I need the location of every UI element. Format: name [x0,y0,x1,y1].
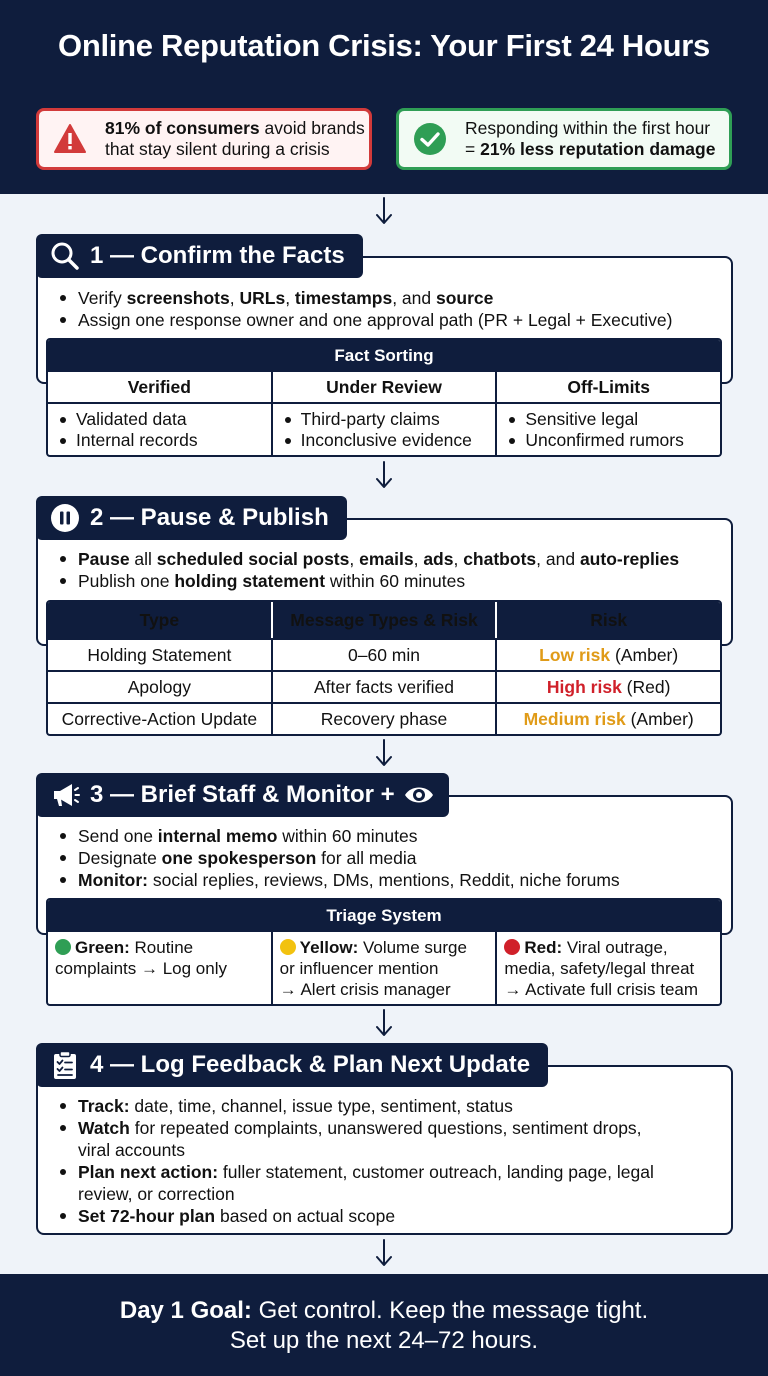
triage-green: Green: Routine complaints → Log only [55,938,227,978]
table-title: Fact Sorting [48,340,720,372]
table-row: Corrective-Action Update Recovery phase Medium risk (Amber) [48,702,720,734]
list-item: Track: date, time, channel, issue type, sentiment, status [58,1095,654,1117]
table-title: Triage System [48,900,720,932]
down-arrow-icon [374,738,394,768]
table-cell: Validated data Internal records [48,404,271,455]
step-4-title: 4 — Log Feedback & Plan Next Update [36,1043,548,1087]
green-dot-icon [55,939,71,955]
stat-callout-silence [36,108,372,170]
step-2-title: 2 — Pause & Publish [36,496,347,540]
table-row: Apology After facts verified High risk (Red) [48,670,720,702]
message-types-table [46,600,722,736]
column-header: Under Review [271,372,496,402]
step-1-bullets [58,287,672,331]
list-item: Watch for repeated complaints, unanswered questions, sentiment drops, viral accounts [58,1117,654,1161]
triage-system-table [46,898,722,1006]
column-header: Type [139,610,180,630]
eye-icon [403,783,435,807]
triage-red: Red: Viral outrage, media, safety/legal threat → Activate full crisis team [495,932,720,1004]
step-2-bullets [58,548,679,592]
column-header: Verified [127,377,191,397]
table-cell: Third-party claims Inconclusive evidence [271,404,496,455]
down-arrow-icon [374,196,394,226]
red-dot-icon [504,939,520,955]
column-header: Message Types & Risk [271,602,496,638]
list-item: Plan next action: fuller statement, customer outreach, landing page, legal review, or correction [58,1161,654,1205]
fact-sorting-table [46,338,722,457]
list-item: Set 72-hour plan based on actual scope [58,1205,654,1227]
page-title: Online Reputation Crisis: Your First 24 Hours [58,28,710,63]
stat-text: 81% of consumers avoid brands that stay silent during a crisis [105,118,365,159]
pause-icon [50,503,80,533]
table-row: Holding Statement 0–60 min Low risk (Amber) [48,638,720,670]
list-item: Send one internal memo within 60 minutes [58,825,620,847]
list-item: Assign one response owner and one approval path (PR + Legal + Executive) [58,309,672,331]
down-arrow-icon [374,1008,394,1038]
column-header: Risk [495,602,720,638]
list-item: Pause all scheduled social posts, emails, ads, chatbots, and auto-replies [58,548,679,570]
magnifier-icon [50,241,80,271]
footer-goal: Day 1 Goal: Get control. Keep the message tight. Set up the next 24–72 hours. [0,1274,768,1376]
check-circle-icon [413,122,447,156]
down-arrow-icon [374,1238,394,1268]
column-header: Off-Limits [495,372,720,402]
down-arrow-icon [374,460,394,490]
step-3-title: 3 — Brief Staff & Monitor + [36,773,449,817]
step-3-bullets [58,825,620,891]
clipboard-checklist-icon [50,1050,80,1080]
list-item: Designate one spokesperson for all media [58,847,620,869]
megaphone-icon [50,780,80,810]
stat-text: Responding within the first hour = 21% less reputation damage [465,118,716,159]
step-4-bullets [58,1095,654,1227]
step-1-title: 1 — Confirm the Facts [36,234,363,278]
stat-callout-response [396,108,732,170]
list-item: Verify screenshots, URLs, timestamps, and source [58,287,672,309]
table-cell: Sensitive legal Unconfirmed rumors [495,404,720,455]
yellow-dot-icon [280,939,296,955]
list-item: Monitor: social replies, reviews, DMs, mentions, Reddit, niche forums [58,869,620,891]
list-item: Publish one holding statement within 60 minutes [58,570,679,592]
warning-icon [53,122,87,156]
header-banner [0,0,768,194]
triage-yellow: Yellow: Volume surge or influencer mention → Alert crisis manager [271,932,496,1004]
